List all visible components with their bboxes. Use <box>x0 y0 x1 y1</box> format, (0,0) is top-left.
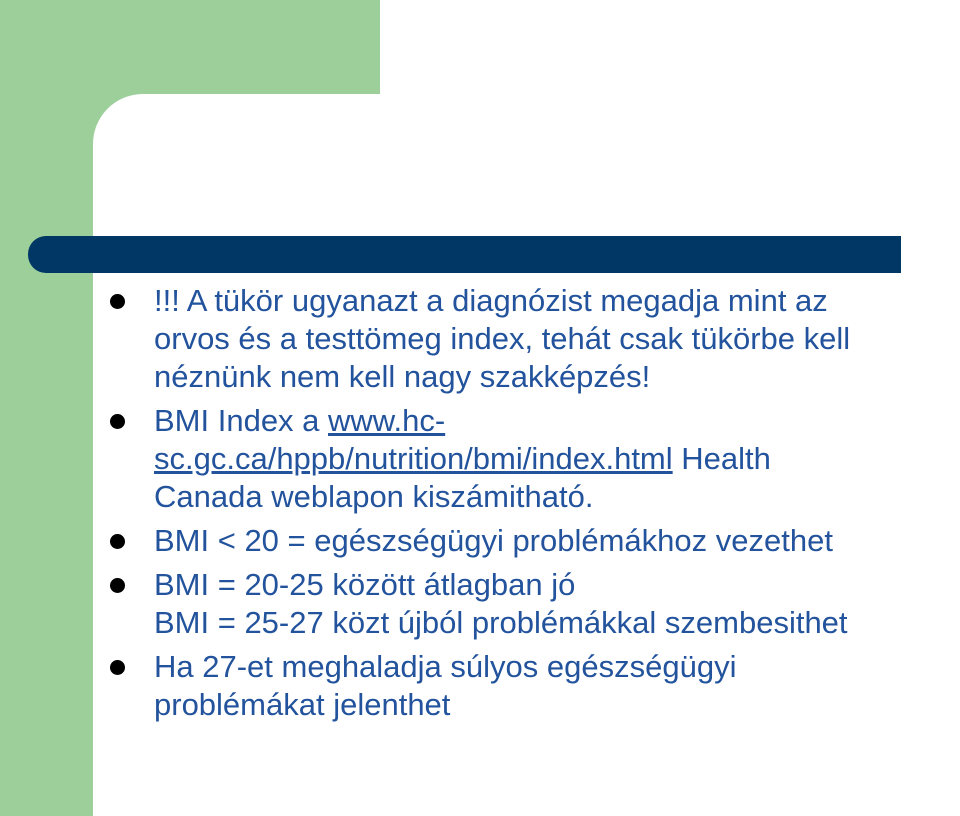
slide-content <box>110 282 955 730</box>
bullet-list <box>110 282 955 724</box>
bullet-dot-icon <box>110 414 125 429</box>
bullet-dot-icon <box>110 294 125 309</box>
bullet-text: néznünk nem kell nagy szakképzés! <box>154 359 651 394</box>
bullet-text: Health <box>672 441 771 476</box>
bullet-text: BMI < 20 = egészségügyi problémákhoz vezethet <box>154 523 833 558</box>
bullet-item <box>110 566 955 642</box>
bullet-text: BMI Index a <box>154 403 329 438</box>
bullet-dot-icon <box>110 660 125 675</box>
bullet-dot-icon <box>110 578 125 593</box>
bullet-item <box>110 522 955 560</box>
bullet-text: Canada weblapon kiszámitható. <box>154 479 594 514</box>
bullet-text: BMI = 25-27 közt újból problémákkal szembesithet <box>154 605 848 640</box>
bullet-text: orvos és a testtömeg index, tehát csak tükörbe kell <box>154 321 851 356</box>
bullet-item <box>110 402 955 516</box>
bullet-text: !!! A tükör ugyanazt a diagnózist megadja mint az <box>154 283 828 318</box>
bmi-link-continued[interactable]: sc.gc.ca/hppb/nutrition/bmi/index.html <box>154 441 673 476</box>
bullet-text: problémákat jelenthet <box>154 687 451 722</box>
bullet-dot-icon <box>110 534 125 549</box>
bullet-item <box>110 648 955 724</box>
bullet-text: BMI = 20-25 között átlagban jó <box>154 567 576 602</box>
bullet-text: Ha 27-et meghaladja súlyos egészségügyi <box>154 649 737 684</box>
title-bar <box>28 236 901 273</box>
bmi-link[interactable]: www.hc- <box>328 403 446 438</box>
bullet-item <box>110 282 955 396</box>
